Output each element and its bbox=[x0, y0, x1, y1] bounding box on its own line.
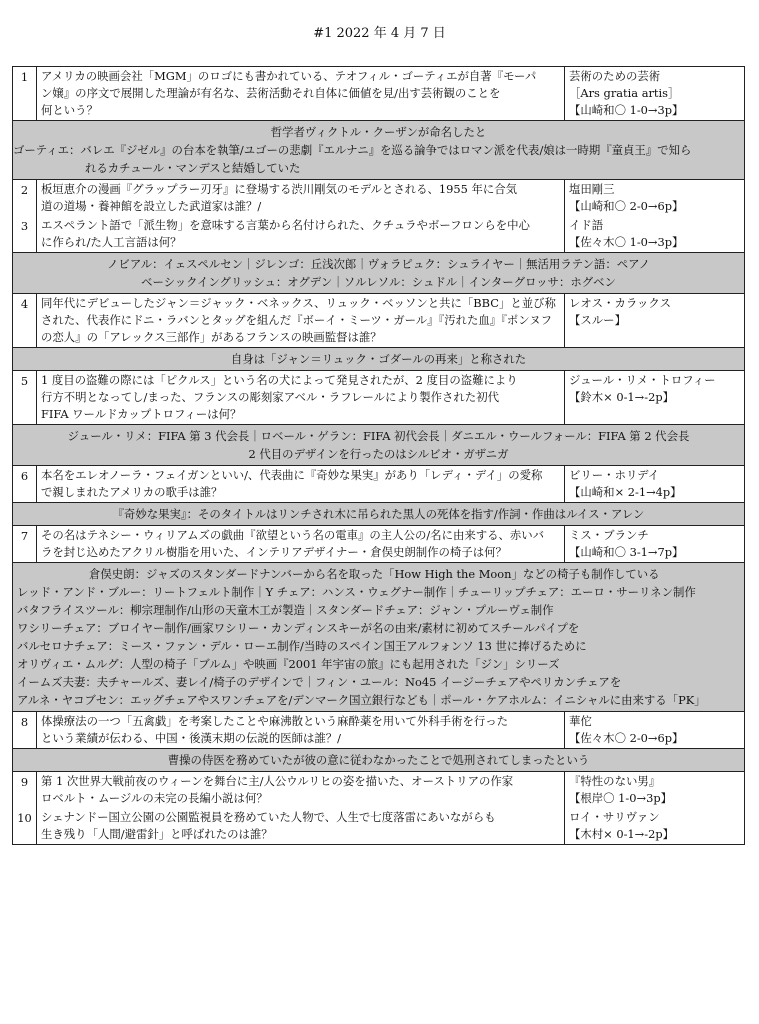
question-number: 7 bbox=[13, 526, 37, 563]
question-text bbox=[37, 466, 565, 503]
question-line: アメリカの映画会社「MGM」のロゴにも書かれている、テオフィル・ゴーティエが自著『モーパ bbox=[41, 69, 537, 83]
answer-line: 【木村× 0-1→-2p】 bbox=[569, 827, 675, 841]
answer-line: 【鈴木× 0-1→-2p】 bbox=[569, 390, 675, 404]
question-line: ロベルト・ムージルの未完の長編小説は何？ bbox=[41, 791, 268, 805]
note-line: 『奇妙な果実』：そのタイトルはリンチされ木に吊られた黒人の死体を指す/作詞・作曲はルイス・アレン bbox=[112, 507, 645, 521]
note-line: 2 代目のデザインを行ったのはシルビオ・ガザニガ bbox=[248, 447, 509, 461]
answer-line: レオス・カラックス bbox=[569, 296, 672, 310]
question-text bbox=[37, 216, 565, 253]
question-line: ラを封じ込めたアクリル樹脂を用いた、インテリアデザイナー・倉俣史朗制作の椅子は何？ bbox=[41, 545, 507, 559]
question-text bbox=[37, 67, 565, 121]
note-line: ジュール・リメ：FIFA 第 3 代会長｜ロベール・ゲラン：FIFA 初代会長｜ダニエル・ウールフォール：FIFA 第 2 代会長 bbox=[67, 429, 690, 443]
note-line: 哲学者ヴィクトル・クーザンが命名したと bbox=[270, 125, 487, 139]
answer-cell bbox=[565, 216, 745, 253]
answer-line: 【佐々木〇 2-0→6p】 bbox=[569, 731, 684, 745]
answer-cell bbox=[565, 371, 745, 425]
question-line: ン嬢』の序文で展開した理論が有名な、芸術活動それ自体に価値を見/出す芸術観のことを bbox=[41, 86, 501, 100]
question-text bbox=[37, 712, 565, 749]
question-row bbox=[13, 712, 745, 749]
question-row bbox=[13, 466, 745, 503]
answer-line: 【スルー】 bbox=[569, 313, 626, 327]
question-line: 道の道場・養神館を設立した武道家は誰？/ bbox=[41, 199, 262, 213]
question-text bbox=[37, 294, 565, 348]
question-row bbox=[13, 772, 745, 809]
question-row bbox=[13, 180, 745, 217]
question-text bbox=[37, 371, 565, 425]
question-line: 第 1 次世界大戦前夜のウィーンを舞台に主/人公ウルリヒの姿を描いた、オーストリアの作家 bbox=[41, 774, 514, 788]
question-number: 1 bbox=[13, 67, 37, 121]
note-line: 自身は「ジャン＝リュック・ゴダールの再来」と称された bbox=[230, 352, 527, 366]
answer-line: 【佐々木〇 1-0→3p】 bbox=[569, 235, 684, 249]
note-line: ゴーティエ：バレエ『ジゼル』の台本を執筆/ユゴーの悲劇『エルナニ』を巡る論争ではロマン派を代表/娘は一時期『童貞王』で知ら bbox=[13, 143, 692, 157]
answer-cell bbox=[565, 526, 745, 563]
question-number: 5 bbox=[13, 371, 37, 425]
question-number: 6 bbox=[13, 466, 37, 503]
note-line: レッド・アンド・ブルー：リートフェルト制作｜Y チェア：ハンス・ウェグナー制作｜チューリップチェア：エーロ・サーリネン制作 bbox=[17, 585, 696, 599]
note-cell bbox=[13, 253, 745, 294]
note-cell bbox=[13, 121, 745, 180]
note-row bbox=[13, 503, 745, 526]
answer-cell bbox=[565, 466, 745, 503]
question-number: 2 bbox=[13, 180, 37, 217]
question-row bbox=[13, 808, 745, 845]
question-row bbox=[13, 294, 745, 348]
question-line: 1 度目の盗難の際には「ピクルス」という名の犬によって発見されたが、2 度目の盗難により bbox=[41, 373, 518, 387]
question-line: という業績が伝わる、中国・後漢末期の伝説的医師は誰？/ bbox=[41, 731, 341, 745]
note-line: アルネ・ヤコブセン：エッグチェアやスワンチェアを/デンマーク国立銀行なども｜ポール・ケアホルム：イニシャルに由来する「PK」 bbox=[17, 693, 706, 707]
question-number: 3 bbox=[13, 216, 37, 253]
question-text bbox=[37, 808, 565, 845]
question-row bbox=[13, 216, 745, 253]
answer-line: ジュール・リメ・トロフィー bbox=[569, 373, 716, 387]
answer-line: 芸術のための芸術 bbox=[569, 69, 661, 83]
note-line: ワシリーチェア：ブロイヤー制作/画家ワシリー・カンディンスキーが名の由来/素材に初めてスチールパイプを bbox=[17, 621, 580, 635]
question-number: 10 bbox=[13, 808, 37, 845]
question-line: で親しまれたアメリカの歌手は誰？ bbox=[41, 485, 223, 499]
page-title: #1 2022 年 4 月 7 日 bbox=[313, 26, 446, 41]
question-number: 4 bbox=[13, 294, 37, 348]
answer-line: 【山崎和〇 2-0→6p】 bbox=[569, 199, 684, 213]
answer-cell bbox=[565, 712, 745, 749]
note-line: バタフライスツール：柳宗理制作/山形の天童木工が製造｜スタンダードチェア：ジャン・プルーヴェ制作 bbox=[17, 603, 554, 617]
question-number: 9 bbox=[13, 772, 37, 809]
question-row bbox=[13, 371, 745, 425]
note-cell bbox=[13, 503, 745, 526]
note-line: イームズ夫妻：夫チャールズ、妻レイ/椅子のデザインで｜フィン・ユール：No45 イージーチェアやペリカンチェアを bbox=[17, 675, 622, 689]
question-line: 本名をエレオノーラ・フェイガンといい/、代表曲に『奇妙な果実』があり「レディ・デイ」の愛称 bbox=[41, 468, 543, 482]
note-line: 曹操の侍医を務めていたが彼の意に従わなかったことで処刑されてしまったという bbox=[167, 753, 590, 767]
question-text bbox=[37, 526, 565, 563]
note-line: バルセロナチェア：ミース・ファン・デル・ローエ制作/当時のスペイン国王アルフォンソ 13 世に捧げるために bbox=[17, 639, 587, 653]
question-line: 生き残り「人間/避雷針」と呼ばれたのは誰？ bbox=[41, 827, 273, 841]
question-line: 行方不明となってし/まった、フランスの彫刻家アベル・ラフレールにより製作された初代 bbox=[41, 390, 499, 404]
note-row bbox=[13, 121, 745, 180]
note-cell bbox=[13, 348, 745, 371]
answer-line: ロイ・サリヴァン bbox=[569, 810, 660, 824]
quiz-table bbox=[12, 66, 745, 845]
question-line: エスペラント語で「派生物」を意味する言葉から名付けられた、クチュラやボーフロンらを中心 bbox=[41, 218, 530, 232]
answer-line: イド語 bbox=[569, 218, 604, 232]
note-line: 倉俣史朗：ジャズのスタンダードナンバーから名を取った「How High the Moon」などの椅子も制作している bbox=[89, 567, 660, 581]
answer-line: ［Ars gratia artis］ bbox=[569, 86, 680, 100]
note-line: ベーシックイングリッシュ：オグデン｜ソルレソル：シュドル｜インターグロッサ：ホグベン bbox=[141, 275, 616, 289]
answer-cell bbox=[565, 808, 745, 845]
answer-line: 【山崎和〇 3-1→7p】 bbox=[569, 545, 684, 559]
note-line: れるカチュール・マンデスと結婚していた bbox=[85, 161, 301, 175]
note-row bbox=[13, 563, 745, 712]
answer-line: 『特性のない男』 bbox=[569, 774, 661, 788]
answer-line: 【根岸〇 1-0→3p】 bbox=[569, 791, 672, 805]
answer-line: 華佗 bbox=[569, 714, 592, 728]
answer-line: ビリー・ホリデイ bbox=[569, 468, 660, 482]
question-line: 同年代にデビューしたジャン＝ジャック・ベネックス、リュック・ベッソンと共に「BBC」と並び称 bbox=[41, 296, 556, 310]
answer-line: 塩田剛三 bbox=[569, 182, 615, 196]
question-text bbox=[37, 772, 565, 809]
question-line: に作られ/た人工言語は何？ bbox=[41, 235, 182, 249]
question-line: された、代表作にドニ・ラバンとタッグを組んだ『ボーイ・ミーツ・ガール』『汚れた血』『ポンヌフ bbox=[41, 313, 552, 327]
question-line: 板垣恵介の漫画『グラップラー刃牙』に登場する渋川剛気のモデルとされる、1955 年に合気 bbox=[41, 182, 518, 196]
question-number: 8 bbox=[13, 712, 37, 749]
question-line: 体操療法の一つ「五禽戯」を考案したことや麻沸散という麻酔薬を用いて外科手術を行った bbox=[41, 714, 509, 728]
question-text bbox=[37, 180, 565, 217]
note-row bbox=[13, 253, 745, 294]
question-line: 何という？ bbox=[41, 103, 98, 117]
question-row bbox=[13, 526, 745, 563]
note-line: オリヴィエ・ムルグ：人型の椅子「ブルム」や映画『2001 年宇宙の旅』にも起用された「ジン」シリーズ bbox=[17, 657, 560, 671]
question-line: シェナンドー国立公園の公園監視員を務めていた人物で、人生で七度落雷にあいながらも bbox=[41, 810, 496, 824]
answer-cell bbox=[565, 67, 745, 121]
answer-cell bbox=[565, 772, 745, 809]
question-line: その名はテネシー・ウィリアムズの戯曲『欲望という名の電車』の主人公の/名に由来する、赤いバ bbox=[41, 528, 545, 542]
note-cell bbox=[13, 563, 745, 712]
answer-cell bbox=[565, 294, 745, 348]
note-row bbox=[13, 749, 745, 772]
note-cell bbox=[13, 425, 745, 466]
answer-line: 【山崎和〇 1-0→3p】 bbox=[569, 103, 684, 117]
note-line: ノビアル：イェスペルセン｜ジレンゴ：丘浅次郎｜ヴォラピュク：シュライヤー｜無活用ラテン語：ペアノ bbox=[107, 257, 650, 271]
answer-cell bbox=[565, 180, 745, 217]
note-row bbox=[13, 348, 745, 371]
note-cell bbox=[13, 749, 745, 772]
question-line: の恋人』の「アレックス三部作」があるフランスの映画監督は誰？ bbox=[41, 330, 382, 344]
question-line: FIFA ワールドカップトロフィーは何？ bbox=[41, 407, 242, 421]
question-row bbox=[13, 67, 745, 121]
note-row bbox=[13, 425, 745, 466]
answer-line: ミス・ブランチ bbox=[569, 528, 649, 542]
answer-line: 【山崎和× 2-1→4p】 bbox=[569, 485, 682, 499]
